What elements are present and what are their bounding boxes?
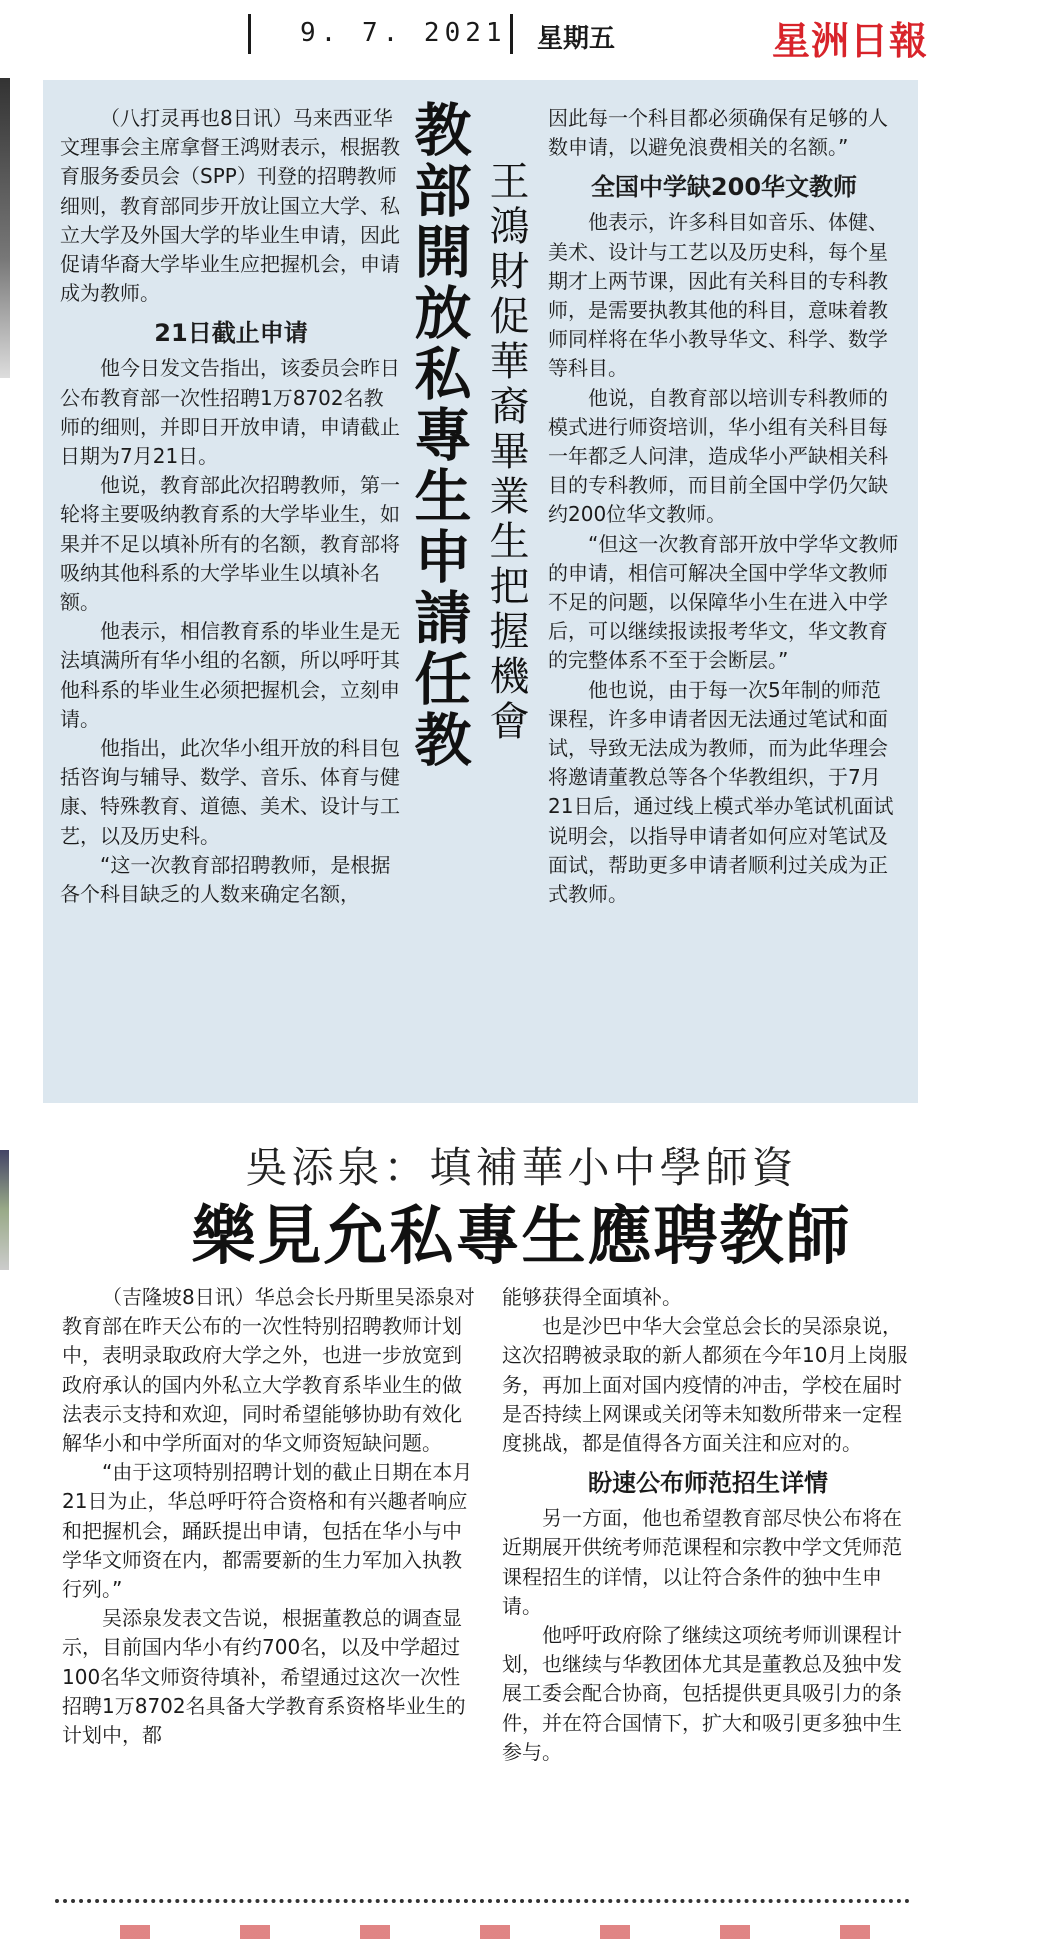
paragraph: （八打灵再也8日讯）马来西亚华文理事会主席拿督王鸿财表示，根据教育服务委员会（SPP）刊登的招聘教师细则，教育部同步开放让国立大学、私立大学及外国大学的毕业生申请，因此促请华裔大学毕业生应把握机会，申请成为教师。 <box>60 106 400 306</box>
story1-headline: 教部開放私專生申請任教 <box>405 100 471 771</box>
header-divider-right <box>510 14 513 54</box>
header-divider-left <box>248 14 251 54</box>
story2-headline: 樂見允私專生應聘教師 <box>191 1200 852 1274</box>
paragraph: 他说，自教育部以培训专科教师的模式进行师资培训，华小组有关科目每一年都乏人问津，造成华小严缺相关科目的专科教师，而目前全国中学仍欠缺约200位华文教师。 <box>548 385 888 527</box>
paragraph: 能够获得全面填补。 <box>502 1285 682 1309</box>
paragraph: 因此每一个科目都必须确保有足够的人数申请，以避免浪费相关的名额。” <box>548 106 888 160</box>
story2-kicker: 吳添泉：填補華小中學師資 <box>245 1143 798 1192</box>
issue-weekday: 星期五 <box>537 24 616 54</box>
paragraph: 他指出，此次华小组开放的科目包括咨询与辅导、数学、音乐、体育与健康、特殊教育、道德、美术、设计与工艺，以及历史科。 <box>60 736 400 848</box>
paragraph: 他今日发文告指出，该委员会昨日公布教育部一次性招聘1万8702名教师的细则，并即日开放申请，申请截止日期为7月21日。 <box>60 356 400 469</box>
paragraph: “这一次教育部招聘教师，是根据各个科目缺乏的人数来确定名额， <box>60 852 391 907</box>
subheading: 21日截止申请 <box>154 319 308 348</box>
paragraph: 另一方面，他也希望教育部尽快公布将在近期展开供统考师范课程和宗教中学文凭师范课程招生的详情，以让符合条件的独中生申请。 <box>502 1506 902 1618</box>
story1-column-2 <box>548 104 900 909</box>
paragraph: “但这一次教育部开放中学华文教师的申请，相信可解决全国中学华文教师不足的问题，以保障华小生在进入中学后，可以继续报读报考华文，华文教育的完整体系不至于会断层。” <box>548 531 899 673</box>
issue-date: 9. 7. 2021 <box>300 18 507 48</box>
next-article-edge <box>120 1925 900 1939</box>
newspaper-logo: 星洲日報 <box>772 18 929 63</box>
paragraph: 他表示，许多科目如音乐、体健、美术、设计与工艺以及历史科，每个星期才上两节课，因此有关科目的专科教师，是需要执教其他的科目，意味着教师同样将在华小教导华文、科学、数学等科目。 <box>548 210 888 381</box>
paragraph: 吴添泉发表文告说，根据董教总的调查显示，目前国内华小有约700名，以及中学超过100名华文师资待填补，希望通过这次一次性招聘1万8702名具备大学教育系资格毕业生的计划中，都 <box>62 1606 466 1748</box>
story1-subheadline: 王鴻財促華裔畢業生把握機會 <box>483 160 529 745</box>
story2-column-2 <box>502 1283 914 1767</box>
paragraph: 也是沙巴中华大会堂总会长的吴添泉说，这次招聘被录取的新人都须在今年10月上岗服务，再加上面对国内疫情的冲击，学校在届时是否持续上网课或关闭等未知数所带来一定程度挑战，都是值得各方面关注和应对的。 <box>502 1314 908 1456</box>
paragraph: （吉隆坡8日讯）华总会长丹斯里吴添泉对教育部在昨天公布的一次性特别招聘教师计划中，表明录取政府大学之外，也进一步放宽到政府承认的国内外私立大学教育系毕业生的做法表示支持和欢迎，同时希望能够协助有效化解华小和中学所面对的华文师资短缺问题。 <box>62 1285 475 1456</box>
paragraph: 他说，教育部此次招聘教师，第一轮将主要吸纳教育系的大学毕业生，如果并不足以填补所有的名额，教育部将吸纳其他科系的大学毕业生以填补名额。 <box>60 473 400 615</box>
adjacent-page-edge <box>0 78 10 378</box>
paragraph: “由于这项特别招聘计划的截止日期在本月21日为止，华总呼吁符合资格和有兴趣者响应和把握机会，踊跃提出申请，包括在华小与中学华文师资在内，都需要新的生力军加入执教行列。” <box>62 1460 473 1602</box>
section-divider <box>55 1899 910 1903</box>
subheading: 全国中学缺200华文教师 <box>590 173 858 202</box>
story1-column-1 <box>60 104 402 909</box>
story2-column-1 <box>62 1283 480 1750</box>
subheading: 盼速公布师范招生详情 <box>588 1469 828 1498</box>
paragraph: 他呼吁政府除了继续这项统考师训课程计划，也继续与华教团体尤其是董教总及独中发展工委会配合协商，包括提供更具吸引力的条件，并在符合国情下，扩大和吸引更多独中生参与。 <box>502 1623 902 1764</box>
paragraph: 他表示，相信教育系的毕业生是无法填满所有华小组的名额，所以呼吁其他科系的毕业生必须把握机会，立刻申请。 <box>60 619 400 731</box>
paragraph: 他也说，由于每一次5年制的师范课程，许多申请者因无法通过笔试和面试，导致无法成为教师，而为此华理会将邀请董教总等各个华教组织，于7月21日后，通过线上模式举办笔试机面试说明会，以指导申请者如何应对笔试及面试，帮助更多申请者顺利过关成为正式教师。 <box>548 677 894 907</box>
